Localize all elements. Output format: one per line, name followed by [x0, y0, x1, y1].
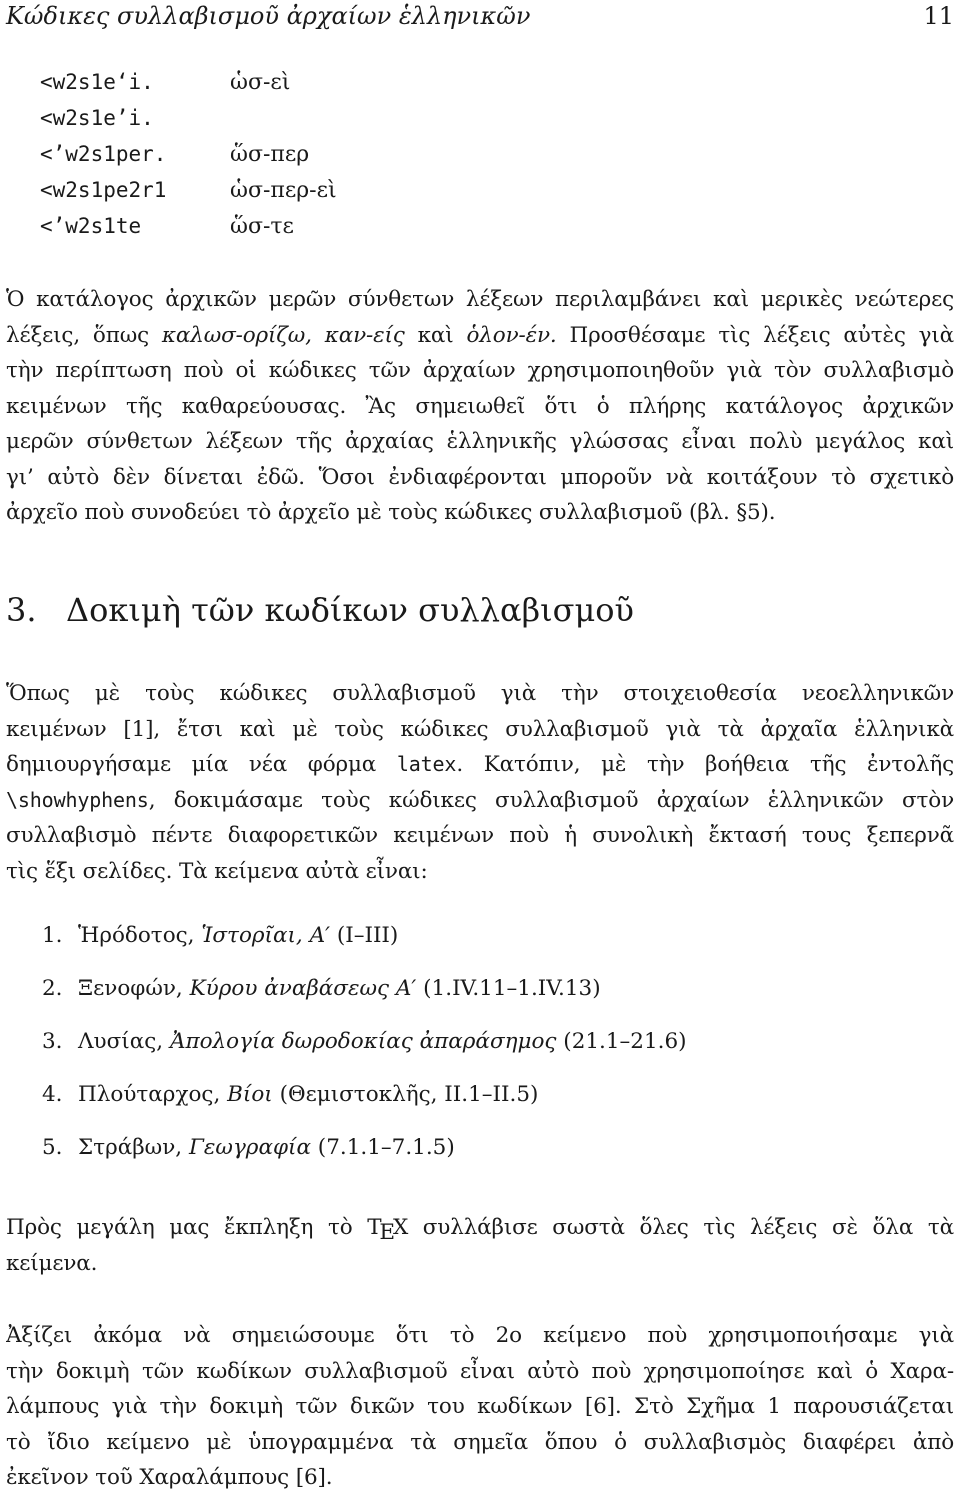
text-range: (21.1–21.6): [556, 1029, 687, 1054]
author: Λυσίας,: [78, 1029, 170, 1054]
text-range: (Θεμιστοκλῆς, II.1–II.5): [272, 1082, 539, 1107]
italic-example: ὁλον-έν.: [466, 322, 557, 348]
text-line: ἐκεῖνον τοῦ Χαραλάμπους [6].: [6, 1465, 333, 1490]
code-row: [40, 136, 337, 172]
paragraph-result: [6, 1210, 954, 1281]
text-span: συλλάβισε σωστὰ ὅλες τὶς λέξεις σὲ ὅλα τὰ: [408, 1215, 954, 1240]
paragraph-comparison: [6, 1318, 954, 1496]
text-line: τὶς ἕξι σελίδες. Τὰ κείμενα αὐτὰ εἶναι:: [6, 858, 428, 884]
hyphenated-word: ὡσ-εὶ: [230, 70, 291, 95]
tex-letter: X: [392, 1215, 409, 1240]
hyphenation-code: <w2s1e’i.: [40, 106, 154, 130]
paragraph-compound-words: [6, 282, 954, 531]
text-line: τὸ ἴδιο κείμενο μὲ ὑπογραμμένα τὰ σημεῖα ὅπου ὁ συλλαβισμὸς διαφέρει ἀπὸ: [6, 1429, 954, 1455]
text-span: . Κατόπιν, μὲ τὴν βοήθεια τῆς ἐντολῆς: [456, 752, 954, 777]
tex-logo: [367, 1210, 408, 1246]
hyphenation-code: <w2s1pe2r1: [40, 178, 167, 202]
text-line: [6, 318, 954, 354]
running-header: [6, 2, 954, 36]
text-line: [6, 783, 954, 819]
text-line: συλλαβισμὸ πέντε διαφορετικῶν κειμένων ποὺ ἡ συνολικὴ ἔκτασή τους ξεπερνᾶ: [6, 823, 954, 848]
hyphenation-code: <w2s1e‘i.: [40, 70, 154, 94]
text-line: τὴν δοκιμὴ τῶν κωδίκων συλλαβισμοῦ εἶναι αὐτὸ ποὺ χρησιμοποίησε καὶ ὁ Χαρα-: [6, 1358, 954, 1384]
work-title: Κύρου ἀναβάσεως Α′: [189, 976, 417, 1001]
text-line: κείμενα.: [6, 1250, 98, 1276]
work-title: Βίοι: [227, 1082, 273, 1107]
code-row: [40, 208, 337, 244]
paragraph-test-intro: [6, 676, 954, 889]
hyphenation-code: <’w2s1te: [40, 214, 142, 238]
text-line: γι’ αὐτὸ δὲν δίνεται ἐδῶ. Ὅσοι ἐνδιαφέρονται μποροῦν νὰ κοιτάξουν τὸ σχετικὸ: [6, 464, 954, 490]
hyphenated-word: ὡσ-περ-εὶ: [230, 178, 337, 203]
text-line: κειμένων [1], ἔτσι καὶ μὲ τοὺς κώδικες συλλαβισμοῦ γιὰ τὰ ἀρχαῖα ἑλληνικὰ: [6, 716, 954, 742]
list-number: 1.: [42, 923, 63, 948]
code-span: \showhyphens: [6, 787, 149, 812]
hyphenation-code: <’w2s1per.: [40, 142, 167, 166]
hyphenation-code-table: [40, 64, 337, 244]
code-span: latex: [396, 752, 457, 776]
author: Ξενοφών,: [78, 976, 190, 1001]
code-row: [40, 64, 337, 100]
section-number: 3.: [6, 591, 37, 629]
author: Στράβων,: [78, 1135, 189, 1160]
list-item: [42, 1024, 687, 1077]
text-range: (7.1.1–7.1.5): [310, 1135, 455, 1160]
tex-letter: E: [379, 1220, 395, 1245]
list-item: [42, 918, 687, 971]
hyphenated-word: ὥσ-τε: [230, 214, 294, 239]
tested-texts-list: [42, 918, 687, 1183]
hyphenated-word: ὥσ-περ: [230, 142, 310, 167]
text-range: (I–III): [329, 923, 399, 948]
list-number: 5.: [42, 1135, 63, 1160]
text-span: καὶ: [404, 322, 467, 348]
italic-example: καλωσ-ορίζω, καν-είς: [161, 322, 405, 348]
text-span: δημιουργήσαμε μία νέα φόρμα: [6, 752, 397, 777]
text-span: Πρὸς μεγάλη μας ἔκπληξη τὸ: [6, 1215, 368, 1240]
running-title: Κώδικες συλλαβισμοῦ ἀρχαίων ἑλληνικῶν: [6, 2, 531, 30]
section-title: Δοκιμὴ τῶν κωδίκων συλλαβισμοῦ: [66, 591, 634, 629]
text-span: , δοκιμάσαμε τοὺς κώδικες συλλαβισμοῦ ἀρχαίων ἑλληνικῶν στὸν: [148, 787, 954, 813]
text-line: Ὅπως μὲ τοὺς κώδικες συλλαβισμοῦ γιὰ τὴν στοιχειοθεσία νεοελληνικῶν: [6, 681, 954, 706]
text-span: λέξεις, ὅπως: [6, 322, 162, 348]
list-number: 2.: [42, 976, 63, 1001]
work-title: Ἱστορῖαι, Α′: [201, 923, 330, 948]
page-number: 11: [923, 2, 954, 30]
list-item: [42, 1077, 687, 1130]
list-item: [42, 971, 687, 1024]
text-line: Ἀξίζει ἀκόμα νὰ σημειώσουμε ὅτι τὸ 2ο κείμενο ποὺ χρησιμοποιήσαμε γιὰ: [6, 1323, 954, 1348]
list-number: 4.: [42, 1082, 63, 1107]
list-number: 3.: [42, 1029, 63, 1054]
text-range: (1.IV.11–1.IV.13): [416, 976, 601, 1001]
code-row: [40, 172, 337, 208]
text-line: κειμένων τῆς καθαρεύουσας. Ἂς σημειωθεῖ ὅτι ὁ πλήρης κατάλογος ἀρχικῶν: [6, 393, 954, 419]
code-row: [40, 100, 337, 136]
work-title: Γεωγραφία: [188, 1135, 311, 1160]
tex-letter: T: [367, 1215, 382, 1240]
list-item: [42, 1130, 687, 1183]
section-heading: [6, 588, 634, 632]
text-line: [6, 747, 954, 783]
text-line: Ὁ κατάλογος ἀρχικῶν μερῶν σύνθετων λέξεων περιλαμβάνει καὶ μερικὲς νεώτερες: [6, 287, 954, 312]
text-line: μερῶν σύνθετων λέξεων τῆς ἀρχαίας ἑλληνικῆς γλώσσας εἶναι πολὺ μεγάλος καὶ: [6, 429, 954, 454]
author: Ἡρόδοτος,: [78, 923, 202, 948]
author: Πλούταρχος,: [78, 1082, 228, 1107]
text-span: Προσθέσαμε τὶς λέξεις αὐτὲς γιὰ: [556, 322, 954, 348]
text-line: τὴν περίπτωση ποὺ οἱ κώδικες τῶν ἀρχαίων χρησιμοποιηθοῦν γιὰ τὸν συλλαβισμὸ: [6, 358, 954, 383]
text-line: λάμπους γιὰ τὴν δοκιμὴ τῶν δικῶν του κωδίκων [6]. Στὸ Σχῆμα 1 παρουσιάζεται: [6, 1394, 954, 1419]
text-line: [6, 1210, 954, 1246]
text-line: ἀρχεῖο ποὺ συνοδεύει τὸ ἀρχεῖο μὲ τοὺς κώδικες συλλαβισμοῦ (βλ. §5).: [6, 500, 776, 525]
work-title: Ἀπολογία δωροδοκίας ἀπαράσημος: [169, 1029, 557, 1054]
